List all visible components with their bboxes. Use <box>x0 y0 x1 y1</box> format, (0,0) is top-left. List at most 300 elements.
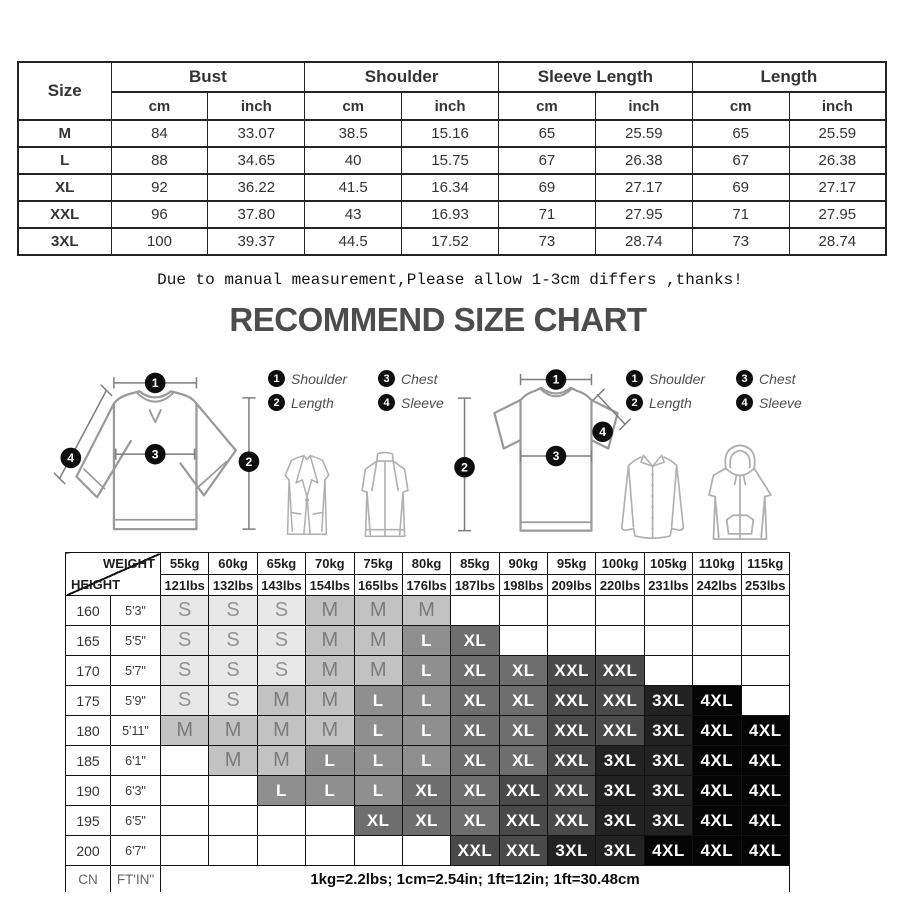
size-row-label: 3XL <box>18 228 111 255</box>
size-cell-4XL: 4XL <box>741 836 790 866</box>
size-cell-empty <box>741 686 790 716</box>
size-cell-M: M <box>354 596 402 626</box>
legend-badge-2: 2 <box>626 394 643 411</box>
size-cell-XL: XL <box>451 656 499 686</box>
blazer-silhouette <box>272 448 342 542</box>
shirt-right-sleeve <box>181 404 236 496</box>
size-cell-empty <box>306 806 354 836</box>
weight-kg-row <box>66 553 790 575</box>
weight-lbs-header: 154lbs <box>306 575 354 596</box>
legend-badge-1: 1 <box>626 370 643 387</box>
size-cell-4XL: 4XL <box>741 776 790 806</box>
size-value-cell: 27.95 <box>595 201 692 228</box>
size-cell-XL: XL <box>499 716 547 746</box>
size-cell-4XL: 4XL <box>693 836 741 866</box>
size-table-row-3XL <box>18 228 886 255</box>
size-cell-XXL: XXL <box>548 716 596 746</box>
size-cell-M: M <box>306 596 354 626</box>
legend-badge-4: 4 <box>736 394 753 411</box>
size-cell-M: M <box>306 626 354 656</box>
height-cm-label: 160 <box>66 596 111 626</box>
recommend-size-chart-title: RECOMMEND SIZE CHART <box>229 301 647 338</box>
size-cell-M: M <box>306 686 354 716</box>
size-cell-XXL: XXL <box>548 776 596 806</box>
legend-item-sleeve <box>378 394 444 411</box>
size-cell-3XL: 3XL <box>596 806 644 836</box>
size-value-cell: 41.5 <box>305 174 402 201</box>
size-value-cell: 92 <box>111 174 208 201</box>
size-cell-empty <box>257 836 305 866</box>
svg-text:4: 4 <box>67 451 75 466</box>
size-value-cell: 100 <box>111 228 208 255</box>
size-cell-L: L <box>257 776 305 806</box>
matrix-row-175 <box>66 686 790 716</box>
size-cell-XL: XL <box>451 716 499 746</box>
unit-header: cm <box>692 92 789 120</box>
size-cell-M: M <box>257 746 305 776</box>
size-cell-4XL: 4XL <box>741 716 790 746</box>
size-cell-XXL: XXL <box>596 686 644 716</box>
size-cell-M: M <box>209 716 257 746</box>
height-ftin-label: 5'5" <box>111 626 161 656</box>
size-value-cell: 27.17 <box>789 174 886 201</box>
size-cell-M: M <box>402 596 450 626</box>
size-value-cell: 65 <box>692 120 789 147</box>
matrix-row-195 <box>66 806 790 836</box>
svg-text:2: 2 <box>461 460 468 475</box>
height-weight-size-matrix <box>65 552 790 892</box>
size-value-cell: 26.38 <box>789 147 886 174</box>
shirt-left-sleeve <box>76 404 130 498</box>
weight-kg-header: 65kg <box>257 553 305 575</box>
unit-header: inch <box>402 92 499 120</box>
size-cell-3XL: 3XL <box>644 776 692 806</box>
size-cell-S: S <box>257 596 305 626</box>
legend-label: Sleeve <box>401 394 444 411</box>
size-cell-L: L <box>354 716 402 746</box>
legend-badge-4: 4 <box>378 394 395 411</box>
size-cell-XL: XL <box>402 806 450 836</box>
matrix-row-180 <box>66 716 790 746</box>
weight-lbs-header: 187lbs <box>451 575 499 596</box>
size-value-cell: 25.59 <box>595 120 692 147</box>
size-cell-empty <box>306 836 354 866</box>
size-table-row-M <box>18 120 886 147</box>
height-weight-corner <box>66 553 161 596</box>
svg-text:2: 2 <box>245 454 253 469</box>
weight-lbs-header: 143lbs <box>257 575 305 596</box>
size-table-row-L <box>18 147 886 174</box>
unit-header: inch <box>208 92 305 120</box>
size-cell-empty <box>644 596 692 626</box>
measure-legend-left <box>268 370 444 411</box>
matrix-row-185 <box>66 746 790 776</box>
size-value-cell: 73 <box>692 228 789 255</box>
weight-kg-header: 85kg <box>451 553 499 575</box>
size-cell-empty <box>354 836 402 866</box>
size-row-label: M <box>18 120 111 147</box>
size-cell-XXL: XXL <box>451 836 499 866</box>
size-cell-XXL: XXL <box>548 746 596 776</box>
size-cell-XL: XL <box>451 626 499 656</box>
size-cell-M: M <box>354 626 402 656</box>
size-cell-4XL: 4XL <box>693 806 741 836</box>
size-row-label: L <box>18 147 111 174</box>
size-cell-empty <box>548 596 596 626</box>
group-header-bust: Bust <box>111 62 305 92</box>
weight-lbs-header: 220lbs <box>596 575 644 596</box>
height-cm-label: 185 <box>66 746 111 776</box>
size-cell-XXL: XXL <box>596 656 644 686</box>
height-cm-label: 190 <box>66 776 111 806</box>
size-value-cell: 65 <box>499 120 596 147</box>
size-cell-L: L <box>402 716 450 746</box>
weight-kg-header: 115kg <box>741 553 790 575</box>
legend-item-chest <box>736 370 802 387</box>
size-cell-L: L <box>354 686 402 716</box>
size-value-cell: 40 <box>305 147 402 174</box>
size-cell-S: S <box>209 686 257 716</box>
tshirt-left-sleeve <box>494 400 520 449</box>
unit-header: cm <box>499 92 596 120</box>
size-cell-M: M <box>306 716 354 746</box>
matrix-row-190 <box>66 776 790 806</box>
legend-label: Length <box>649 394 692 411</box>
size-cell-S: S <box>209 656 257 686</box>
size-cell-empty <box>693 596 741 626</box>
corner-weight-label: WEIGHT <box>103 556 155 571</box>
size-cell-empty <box>499 596 547 626</box>
height-ftin-label: 5'7" <box>111 656 161 686</box>
size-cell-M: M <box>161 716 209 746</box>
size-cell-empty <box>161 776 209 806</box>
size-cell-S: S <box>257 656 305 686</box>
size-cell-4XL: 4XL <box>693 746 741 776</box>
size-cell-empty <box>402 836 450 866</box>
size-cell-XXL: XXL <box>499 836 547 866</box>
legend-item-shoulder <box>268 370 364 387</box>
size-table-row-XXL <box>18 201 886 228</box>
unit-header: inch <box>595 92 692 120</box>
size-cell-M: M <box>354 656 402 686</box>
height-ftin-label: 6'1" <box>111 746 161 776</box>
size-table-header-row <box>18 62 886 92</box>
size-cell-empty <box>596 596 644 626</box>
size-cell-S: S <box>209 596 257 626</box>
size-cell-4XL: 4XL <box>693 776 741 806</box>
svg-text:3: 3 <box>552 449 560 464</box>
size-cell-M: M <box>257 686 305 716</box>
height-cm-label: 170 <box>66 656 111 686</box>
unit-header: cm <box>305 92 402 120</box>
size-cell-XXL: XXL <box>548 686 596 716</box>
weight-kg-header: 60kg <box>209 553 257 575</box>
cn-unit-label: CN <box>66 866 111 893</box>
zip-jacket-silhouette <box>348 448 422 542</box>
legend-badge-3: 3 <box>736 370 753 387</box>
size-cell-XXL: XXL <box>548 806 596 836</box>
weight-lbs-header: 121lbs <box>161 575 209 596</box>
height-ftin-label: 6'5" <box>111 806 161 836</box>
size-cell-L: L <box>402 746 450 776</box>
size-cell-4XL: 4XL <box>741 806 790 836</box>
size-value-cell: 39.37 <box>208 228 305 255</box>
size-cell-empty <box>596 626 644 656</box>
sleeve-measure-badge <box>61 448 82 469</box>
weight-lbs-header: 165lbs <box>354 575 402 596</box>
size-cell-empty <box>741 626 790 656</box>
size-cell-4XL: 4XL <box>741 746 790 776</box>
length-measure-badge <box>239 451 260 472</box>
weight-kg-header: 80kg <box>402 553 450 575</box>
size-cell-L: L <box>402 686 450 716</box>
size-cell-L: L <box>354 776 402 806</box>
legend-label: Chest <box>401 370 438 387</box>
size-cell-empty <box>693 626 741 656</box>
svg-text:1: 1 <box>151 376 159 391</box>
ftin-unit-label: FT'IN" <box>111 866 161 893</box>
unit-header: cm <box>111 92 208 120</box>
unit-header-row <box>18 92 886 120</box>
size-cell-empty <box>741 596 790 626</box>
matrix-row-165 <box>66 626 790 656</box>
weight-lbs-header: 253lbs <box>741 575 790 596</box>
long-sleeve-shirt-diagram <box>50 366 266 546</box>
size-cell-L: L <box>306 776 354 806</box>
size-value-cell: 26.38 <box>595 147 692 174</box>
size-value-cell: 37.80 <box>208 201 305 228</box>
size-value-cell: 69 <box>692 174 789 201</box>
sleeve-measure-badge <box>592 421 613 442</box>
button-shirt-silhouette <box>606 448 700 546</box>
size-cell-S: S <box>161 656 209 686</box>
svg-text:1: 1 <box>552 372 560 387</box>
size-value-cell: 34.65 <box>208 147 305 174</box>
size-cell-empty <box>161 746 209 776</box>
legend-badge-2: 2 <box>268 394 285 411</box>
size-cell-S: S <box>209 626 257 656</box>
size-cell-empty <box>209 806 257 836</box>
size-cell-XL: XL <box>451 686 499 716</box>
weight-kg-header: 110kg <box>693 553 741 575</box>
size-cell-empty <box>644 656 692 686</box>
group-header-sleeve-length: Sleeve Length <box>499 62 693 92</box>
size-cell-empty <box>209 776 257 806</box>
size-value-cell: 43 <box>305 201 402 228</box>
size-cell-3XL: 3XL <box>644 686 692 716</box>
size-cell-XL: XL <box>451 746 499 776</box>
height-ftin-label: 5'3" <box>111 596 161 626</box>
legend-item-shoulder <box>626 370 722 387</box>
height-cm-label: 180 <box>66 716 111 746</box>
size-value-cell: 88 <box>111 147 208 174</box>
size-cell-3XL: 3XL <box>644 716 692 746</box>
size-table <box>17 61 887 256</box>
size-cell-XL: XL <box>451 806 499 836</box>
size-cell-L: L <box>402 656 450 686</box>
size-cell-4XL: 4XL <box>693 686 741 716</box>
size-value-cell: 28.74 <box>595 228 692 255</box>
size-cell-XL: XL <box>499 656 547 686</box>
size-cell-empty <box>499 626 547 656</box>
unit-conversion-note: 1kg=2.2lbs; 1cm=2.54in; 1ft=12in; 1ft=30.48cm <box>161 866 790 893</box>
measurement-note: Due to manual measurement,Please allow 1-3cm differs ,thanks! <box>157 271 743 289</box>
legend-label: Sleeve <box>759 394 802 411</box>
height-cm-label: 165 <box>66 626 111 656</box>
size-cell-empty <box>741 656 790 686</box>
size-cell-empty <box>644 626 692 656</box>
matrix-row-170 <box>66 656 790 686</box>
size-cell-L: L <box>402 626 450 656</box>
size-cell-XXL: XXL <box>499 806 547 836</box>
size-cell-empty <box>161 806 209 836</box>
size-row-label: XL <box>18 174 111 201</box>
size-value-cell: 44.5 <box>305 228 402 255</box>
size-value-cell: 16.34 <box>402 174 499 201</box>
weight-kg-header: 70kg <box>306 553 354 575</box>
size-cell-XXL: XXL <box>499 776 547 806</box>
size-cell-3XL: 3XL <box>644 806 692 836</box>
height-cm-label: 200 <box>66 836 111 866</box>
size-cell-empty <box>451 596 499 626</box>
hoodie-silhouette <box>700 440 780 548</box>
size-col-header: Size <box>18 62 111 120</box>
height-ftin-label: 6'7" <box>111 836 161 866</box>
size-cell-empty <box>209 836 257 866</box>
matrix-row-200 <box>66 836 790 866</box>
legend-item-chest <box>378 370 444 387</box>
size-value-cell: 25.59 <box>789 120 886 147</box>
size-cell-XL: XL <box>451 776 499 806</box>
size-cell-XL: XL <box>499 686 547 716</box>
size-cell-empty <box>161 836 209 866</box>
size-cell-S: S <box>161 596 209 626</box>
size-cell-S: S <box>161 686 209 716</box>
size-value-cell: 17.52 <box>402 228 499 255</box>
size-value-cell: 96 <box>111 201 208 228</box>
group-header-length: Length <box>692 62 886 92</box>
weight-kg-header: 100kg <box>596 553 644 575</box>
height-cm-label: 175 <box>66 686 111 716</box>
size-value-cell: 27.17 <box>595 174 692 201</box>
size-cell-M: M <box>306 656 354 686</box>
legend-item-length <box>626 394 722 411</box>
size-value-cell: 71 <box>692 201 789 228</box>
size-cell-XL: XL <box>499 746 547 776</box>
chest-measure-badge <box>546 446 567 467</box>
weight-kg-header: 95kg <box>548 553 596 575</box>
shoulder-measure-badge <box>145 373 166 394</box>
legend-badge-3: 3 <box>378 370 395 387</box>
size-value-cell: 16.93 <box>402 201 499 228</box>
height-ftin-label: 6'3" <box>111 776 161 806</box>
size-cell-4XL: 4XL <box>644 836 692 866</box>
matrix-row-160 <box>66 596 790 626</box>
size-cell-3XL: 3XL <box>644 746 692 776</box>
legend-badge-1: 1 <box>268 370 285 387</box>
size-value-cell: 73 <box>499 228 596 255</box>
size-row-label: XXL <box>18 201 111 228</box>
weight-lbs-header: 198lbs <box>499 575 547 596</box>
unit-header: inch <box>789 92 886 120</box>
size-value-cell: 38.5 <box>305 120 402 147</box>
size-value-cell: 67 <box>499 147 596 174</box>
length-measure-badge <box>454 457 475 478</box>
size-cell-empty <box>693 656 741 686</box>
size-cell-M: M <box>257 716 305 746</box>
sleeve-measure-line <box>54 385 112 484</box>
size-cell-XL: XL <box>402 776 450 806</box>
size-value-cell: 67 <box>692 147 789 174</box>
weight-lbs-row <box>66 575 790 596</box>
legend-item-sleeve <box>736 394 802 411</box>
size-cell-3XL: 3XL <box>596 776 644 806</box>
size-value-cell: 33.07 <box>208 120 305 147</box>
legend-label: Length <box>291 394 334 411</box>
height-ftin-label: 5'9" <box>111 686 161 716</box>
size-value-cell: 84 <box>111 120 208 147</box>
weight-kg-header: 105kg <box>644 553 692 575</box>
size-value-cell: 28.74 <box>789 228 886 255</box>
weight-lbs-header: 176lbs <box>402 575 450 596</box>
height-ftin-label: 5'11" <box>111 716 161 746</box>
size-cell-3XL: 3XL <box>596 746 644 776</box>
legend-label: Shoulder <box>649 370 706 387</box>
size-value-cell: 36.22 <box>208 174 305 201</box>
chest-measure-badge <box>145 444 166 465</box>
size-value-cell: 69 <box>499 174 596 201</box>
svg-text:4: 4 <box>599 424 607 439</box>
size-cell-XL: XL <box>354 806 402 836</box>
corner-height-label: HEIGHT <box>71 577 121 592</box>
matrix-footer-row <box>66 866 790 893</box>
size-table-row-XL <box>18 174 886 201</box>
legend-label: Shoulder <box>291 370 348 387</box>
shoulder-measure-badge <box>546 369 567 390</box>
weight-lbs-header: 242lbs <box>693 575 741 596</box>
size-cell-S: S <box>257 626 305 656</box>
size-cell-empty <box>548 626 596 656</box>
size-cell-XXL: XXL <box>596 716 644 746</box>
size-cell-4XL: 4XL <box>693 716 741 746</box>
svg-text:3: 3 <box>151 447 159 462</box>
size-cell-M: M <box>209 746 257 776</box>
size-cell-3XL: 3XL <box>548 836 596 866</box>
group-header-shoulder: Shoulder <box>305 62 499 92</box>
legend-label: Chest <box>759 370 796 387</box>
size-value-cell: 15.16 <box>402 120 499 147</box>
size-cell-L: L <box>354 746 402 776</box>
size-value-cell: 27.95 <box>789 201 886 228</box>
weight-kg-header: 55kg <box>161 553 209 575</box>
size-cell-empty <box>257 806 305 836</box>
weight-lbs-header: 209lbs <box>548 575 596 596</box>
size-cell-L: L <box>306 746 354 776</box>
weight-kg-header: 90kg <box>499 553 547 575</box>
size-value-cell: 71 <box>499 201 596 228</box>
shirt-v-notch <box>150 410 161 422</box>
weight-lbs-header: 231lbs <box>644 575 692 596</box>
size-cell-3XL: 3XL <box>596 836 644 866</box>
size-cell-XXL: XXL <box>548 656 596 686</box>
measure-legend-right <box>626 370 802 411</box>
weight-lbs-header: 132lbs <box>209 575 257 596</box>
weight-kg-header: 75kg <box>354 553 402 575</box>
height-cm-label: 195 <box>66 806 111 836</box>
legend-item-length <box>268 394 364 411</box>
size-value-cell: 15.75 <box>402 147 499 174</box>
size-cell-S: S <box>161 626 209 656</box>
